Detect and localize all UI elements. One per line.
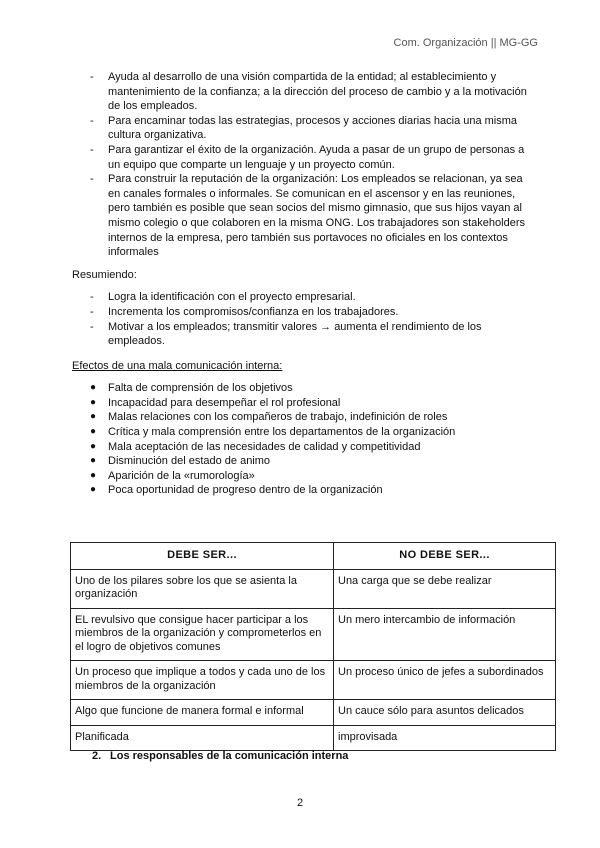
table-row — [71, 700, 556, 726]
table-cell: improvisada — [334, 725, 556, 751]
table-cell: Un proceso único de jefes a subordinados — [334, 661, 556, 700]
summary-title: Resumiendo: — [72, 268, 137, 281]
effects-list — [72, 381, 534, 498]
table-row — [71, 569, 556, 608]
list-item: ● Malas relaciones con los compañeros de trabajo, indefinición de roles — [90, 411, 448, 424]
page-body — [72, 70, 534, 498]
table-cell: Un mero intercambio de información — [334, 608, 556, 661]
section-title: Los responsables de la comunicación interna — [110, 750, 349, 762]
list-item: ● Disminución del estado de animo — [90, 455, 271, 468]
column-header-debe-ser: DEBE SER... — [71, 543, 334, 570]
list-item: ● Mala aceptación de las necesidades de calidad y competitividad — [90, 440, 421, 453]
table-row — [71, 608, 556, 661]
list-item: ● Crítica y mala comprensión entre los departamentos de la organización — [90, 426, 456, 439]
table-cell: Algo que funcione de manera formal e informal — [71, 700, 334, 726]
page-header: Com. Organización || MG-GG — [393, 37, 538, 49]
comparison-table — [70, 542, 556, 751]
intro-list — [72, 70, 534, 260]
table-cell: Una carga que se debe realizar — [334, 569, 556, 608]
table-header-row — [71, 543, 556, 570]
list-item: ● Poca oportunidad de progreso dentro de la organización — [90, 484, 383, 497]
list-item: - Para construir la reputación de la organización: Los empleados se relacionan, ya sea en canales formales o informales. Se comunican en el ascensor y en las reuniones, pero también es posible que sean socios del mismo gimnasio, que sus hijos vayan al mismo colegio o que colaboren en la misma ONG. Los trabajadores son stakeholders internos de la empresa, pero también sus portavoces no oficiales en los contextos informales — [90, 173, 525, 259]
list-item: ● Falta de comprensión de los objetivos — [90, 382, 293, 395]
list-item: ● Incapacidad para desempeñar el rol profesional — [90, 396, 341, 409]
summary-list — [72, 290, 534, 348]
section-heading — [92, 750, 348, 762]
table-row — [71, 661, 556, 700]
table-cell: Uno de los pilares sobre los que se asienta la organización — [71, 569, 334, 608]
table-row — [71, 725, 556, 751]
list-item: - Ayuda al desarrollo de una visión compartida de la entidad; al establecimiento y mantenimiento de la confianza; a la dirección del proceso de cambio y a la motivación de los empleados. — [90, 71, 527, 113]
list-item: - Para encaminar todas las estrategias, procesos y acciones diarias hacia una misma cultura organizativa. — [90, 114, 518, 142]
list-item: - Para garantizar el éxito de la organización. Ayuda a pasar de un grupo de personas a un equipo que comparte un lenguaje y un proyecto común. — [90, 143, 525, 171]
table-cell: Un cauce sólo para asuntos delicados — [334, 700, 556, 726]
column-header-no-debe-ser: NO DEBE SER... — [334, 543, 556, 570]
effects-title: Efectos de una mala comunicación interna: — [72, 359, 283, 372]
list-item: - Incrementa los compromisos/confianza en los trabajadores. — [90, 305, 399, 318]
table-cell: EL revulsivo que consigue hacer participar a los miembros de la organización y comprometerlos en el logro de objetivos comunes — [71, 608, 334, 661]
page-number: 2 — [296, 797, 304, 809]
list-item: ● Aparición de la «rumorología» — [90, 469, 255, 482]
table-cell: Un proceso que implique a todos y cada uno de los miembros de la organización — [71, 661, 334, 700]
list-item: - Motivar a los empleados; transmitir valores → aumenta el rendimiento de los empleados. — [90, 320, 482, 348]
table-cell: Planificada — [71, 725, 334, 751]
list-item: - Logra la identificación con el proyecto empresarial. — [90, 291, 356, 304]
section-number: 2. — [92, 750, 102, 762]
